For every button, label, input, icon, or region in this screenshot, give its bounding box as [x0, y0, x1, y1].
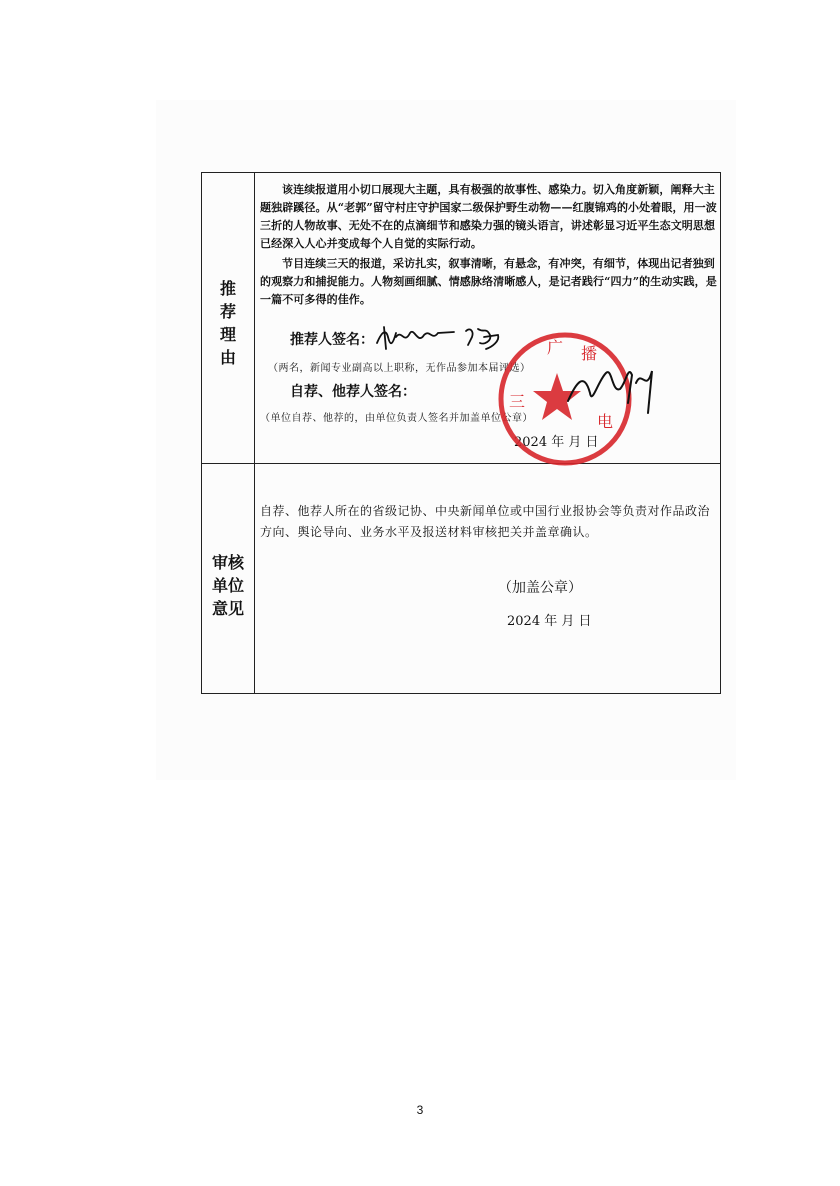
svg-text:播: 播	[581, 344, 598, 363]
recommend-paragraph-1: 该连续报道用小切口展现大主题，具有极强的故事性、感染力。切入角度新颖，阐释大主题独辟蹊径。从“老郭”留守村庄守护国家二级保护野生动物——红腹锦鸡的小处着眼，用一波三折的人物故事、无处不在的点滴细节和感染力强的镜头语言，讲述彰显习近平生态文明思想已经深入人心并变成每个人自觉的实际行动。	[260, 183, 717, 250]
recommendation-form-table	[201, 172, 721, 694]
review-date: 2024 年 月 日	[507, 614, 592, 629]
row-divider	[202, 463, 720, 464]
self-recommend-signature-label: 自荐、他荐人签名：	[290, 384, 416, 400]
svg-text:电: 电	[597, 412, 614, 431]
label-char: 审核	[211, 553, 244, 572]
recommender-signature-label: 推荐人签名：	[290, 332, 374, 348]
label-char: 荐	[219, 302, 236, 321]
recommender-note: （两名，新闻专业副高以上职称，无作品参加本届评选）	[268, 363, 531, 374]
svg-text:广: 广	[547, 338, 564, 357]
review-seal-note: （加盖公章）	[498, 580, 582, 596]
svg-text:三: 三	[509, 392, 526, 411]
label-char: 意见	[211, 599, 244, 618]
unit-head-handwritten-signature	[562, 353, 662, 423]
page-number: 3	[416, 1103, 424, 1117]
label-char: 由	[219, 348, 236, 367]
self-recommend-note: （单位自荐、他荐的，由单位负责人签名并加盖单位公章）	[260, 413, 533, 424]
recommend-date: 2024 年 月 日	[514, 435, 599, 450]
recommend-paragraph-2: 节目连续三天的报道，采访扎实，叙事清晰，有悬念，有冲突，有细节，体现出记者独到的观察力和捕捉能力。人物刻画细腻、情感脉络清晰感人，是记者践行“四力”的生动实践，是一篇不可多得的佳作。	[260, 257, 717, 306]
label-char: 推	[219, 279, 236, 298]
review-unit-label	[202, 551, 254, 620]
recommend-reason-label	[202, 277, 254, 369]
review-instruction-text: 自荐、他荐人所在的省级记协、中央新闻单位或中国行业报协会等负责对作品政治方向、舆论导向、业务水平及报送材料审核把关并盖章确认。	[260, 504, 711, 539]
label-char: 理	[219, 325, 236, 344]
column-divider	[254, 173, 255, 693]
label-char: 单位	[211, 576, 244, 595]
